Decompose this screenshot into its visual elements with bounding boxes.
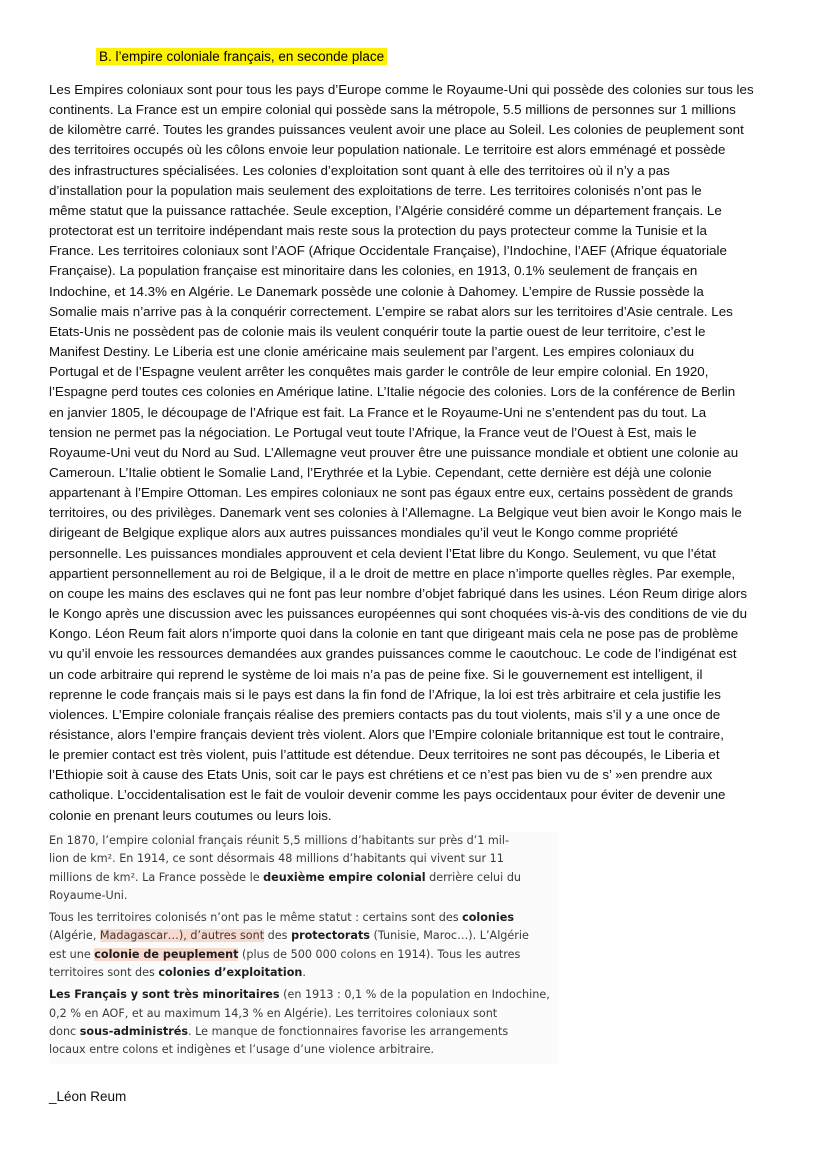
excerpt-text: des [264, 929, 292, 943]
paragraph-line: dirigeant de Belgique explique alors aux autres puissances mondiales qu’il veut le Kongo comme propriété [49, 525, 679, 541]
excerpt-text: derrière celui du [425, 870, 522, 884]
excerpt-bold: deuxième empire colonial [263, 870, 426, 884]
paragraph-line: France. Les territoires coloniaux sont l’AOF (Afrique Occidentale Française), l’Indochine, l’AEF (Afrique équatoriale [49, 243, 727, 259]
excerpt-line: Royaume-Uni. [49, 888, 128, 902]
paragraph-line: tension ne permet pas la négociation. Le Portugal veut toute l’Afrique, la France veut de l’Ouest à Est, mais le [49, 424, 697, 440]
paragraph-line: un code arbitraire qui reprend le système de loi mais n’a pas de peine fixe. Si le gouvernement est intelligent, il [49, 666, 703, 682]
paragraph-line: protectorat est un territoire indépendant mais reste sous la protection du pays protecteur comme la Tunisie et la [49, 223, 707, 239]
paragraph-line: l’Espagne perd toutes ces colonies en Amérique latine. L’Italie négocie des colonies. Lors de la conférence de Berlin [49, 384, 736, 400]
paragraph-line: Royaume-Uni veut du Nord au Sud. L’Allemagne veut prouver être une puissance mondiale et obtient une colonie au [49, 444, 739, 460]
excerpt-line [49, 1023, 559, 1041]
excerpt-text: . Le manque de fonctionnaires favorise les arrangements [187, 1024, 509, 1038]
excerpt-line [49, 964, 559, 982]
excerpt-line [49, 909, 559, 927]
textbook-excerpt [49, 832, 559, 1064]
paragraph-line: territoires, ou des privilèges. Danemark vent ses colonies à l’Allemagne. La Belgique veut bien avoir le Kongo mais le [49, 505, 742, 521]
main-paragraph [49, 80, 783, 826]
excerpt-text: donc [49, 1024, 80, 1038]
paragraph-line: continents. La France est un empire colonial qui possède sans la métropole, 5.5 millions de personnes sur 1 millions [49, 102, 736, 118]
excerpt-line: En 1870, l’empire colonial français réunit 5,5 millions d’habitants sur près d’1 mil- [49, 834, 510, 847]
section-heading [96, 49, 387, 64]
paragraph-line: Portugal et de l’Espagne veulent arrêter les conquêtes mais garder le contrôle de leur empire colonial. En 1920, [49, 364, 709, 380]
paragraph-line: Les Empires coloniaux sont pour tous les pays d’Europe comme le Royaume-Uni qui possède des colonies sur tous les [49, 82, 754, 97]
excerpt-line [49, 927, 559, 945]
paragraph-line: on coupe les mains des esclaves qui ne font pas leur nombre d’objet fabriqué dans les usines. Léon Reum dirige alors [49, 585, 747, 601]
excerpt-paragraph-2 [49, 909, 559, 982]
paragraph-line: personnelle. Les puissances mondiales approuvent et cela devient l’Etat libre du Kongo. Seulement, vu que l’état [49, 545, 716, 561]
excerpt-bold: protectorats [291, 929, 370, 943]
excerpt-text: millions de km². La France possède le [49, 870, 264, 884]
paragraph-line: des infrastructures spécialisées. Les colonies d’exploitation sont quant à elle des territoires où il n’y a pas [49, 162, 670, 178]
excerpt-line [49, 986, 559, 1004]
excerpt-bold: colonies [462, 911, 514, 925]
section-heading-text: B. l’empire coloniale français, en seconde place [96, 48, 387, 65]
paragraph-line: le Kongo après une discussion avec les puissances européennes qui sont choquées vis-à-vis des conditions de vie du [49, 606, 748, 622]
paragraph-line: appartenant à l’Empire Ottoman. Les empires coloniaux ne sont pas égaux entre eux, certains possèdent de grands [49, 485, 733, 501]
excerpt-line: 0,2 % en AOF, et au maximum 14,3 % en Algérie). Les territoires coloniaux sont [49, 1006, 498, 1020]
excerpt-line: lion de km². En 1914, ce sont désormais 48 millions d’habitants qui vivent sur 11 [49, 852, 504, 866]
excerpt-line [49, 946, 559, 964]
paragraph-line: Française). La population française est minoritaire dans les colonies, en 1913, 0.1% seulement de français en [49, 263, 698, 279]
paragraph-line: Somalie mais n’arrive pas à la conquérir correctement. L’empire se rabat alors sur les territoires d’Asie centrale. Les [49, 303, 733, 319]
excerpt-paragraph-3 [49, 986, 559, 1059]
excerpt-highlight: Madagascar…), d’autres sont [99, 929, 265, 943]
excerpt-text: (en 1913 : 0,1 % de la population en Indochine, [279, 988, 550, 1002]
excerpt-text: Tous les territoires colonisés n’ont pas le même statut : certains sont des [49, 911, 463, 925]
author-signature: _Léon Reum [49, 1089, 127, 1104]
paragraph-line: d’installation pour la population mais seulement des exploitations de terre. Les territoires colonisés n’ont pas le [49, 182, 702, 198]
paragraph-line: vu qu’il envoie les ressources demandées aux grandes puissances comme le caoutchouc. Le code de l’indigénat est [49, 646, 737, 662]
excerpt-bold: Les Français y sont très minoritaires [49, 988, 280, 1002]
excerpt-text: territoires sont des [49, 966, 159, 980]
paragraph-line: Cameroun. L’Italie obtient le Somalie Land, l’Erythrée et la Lybie. Cependant, cette dernière est déjà une colonie [49, 464, 712, 480]
paragraph-line: Manifest Destiny. Le Liberia est une clonie américaine mais seulement par l’argent. Les empires coloniaux du [49, 344, 695, 360]
paragraph-line: Etats-Unis ne possèdent pas de colonie mais ils veulent conquérir toute la partie ouest de leur territoire, c’est le [49, 323, 706, 339]
excerpt-text: (Algérie, [49, 929, 100, 943]
excerpt-text: est une [49, 947, 95, 961]
excerpt-line [49, 869, 559, 887]
paragraph-line: Kongo. Léon Reum fait alors n’importe quoi dans la colonie en tant que dirigeant mais cela ne pose pas de problème [49, 626, 739, 642]
paragraph-line: des territoires occupés où les côlons envoie leur population nationale. Le territoire est alors emménagé et possède [49, 142, 726, 158]
excerpt-text: (plus de 500 000 colons en 1914). Tous les autres [238, 947, 521, 961]
excerpt-paragraph-1 [49, 832, 559, 905]
excerpt-bold: colonies d’exploitation [158, 966, 303, 980]
excerpt-text: . [302, 966, 306, 980]
paragraph-line: violences. L’Empire coloniale français réalise des premiers contacts pas du tout violents, mais s’il y a une once de [49, 706, 721, 722]
paragraph-line: même statut que la puissance rattachée. Seule exception, l’Algérie considéré comme un département français. Le [49, 202, 722, 218]
paragraph-line: catholique. L’occidentalisation est le fait de vouloir devenir comme les pays occidentaux pour éviter de devenir une [49, 787, 726, 803]
paragraph-line: l’Ethiopie soit à cause des Etats Unis, soit car le pays est chrétiens et ce n’est pas bien vu de s’ »en prendre aux [49, 767, 713, 783]
excerpt-bold: colonie de peuplement [94, 947, 239, 961]
paragraph-line: de kilomètre carré. Toutes les grandes puissances veulent avoir une place au Soleil. Les colonies de peuplement sont [49, 122, 744, 138]
paragraph-line: le premier contact est très violent, puis l’attitude est détendue. Deux territoires ne sont pas découpés, le Liberia et [49, 747, 720, 763]
paragraph-line: résistance, alors l’empire français devient très violent. Alors que l’Empire coloniale britannique est tout le contraire, [49, 727, 724, 742]
excerpt-line: locaux entre colons et indigènes et l’usage d’une violence arbitraire. [49, 1043, 435, 1057]
paragraph-line: reprenne le code français mais si le pays est dans la fin fond de l’Afrique, la loi est très arbitraire et cela justifie les [49, 686, 721, 702]
paragraph-line: appartient personnellement au roi de Belgique, il a le droit de mettre en place n’importe quelles règles. Par exemple, [49, 565, 736, 581]
excerpt-text: (Tunisie, Maroc…). L’Algérie [369, 929, 529, 943]
excerpt-bold: sous-administrés [79, 1024, 188, 1038]
paragraph-line: colonie en prenant leurs coutumes ou leurs lois. [49, 807, 332, 823]
paragraph-line: Indochine, et 14.3% en Algérie. Le Danemark possède une colonie à Dahomey. L’empire de Russie possède la [49, 283, 704, 299]
paragraph-line: en janvier 1805, le découpage de l’Afrique est fait. La France et le Royaume-Uni ne s’entendent pas du tout. La [49, 404, 707, 420]
